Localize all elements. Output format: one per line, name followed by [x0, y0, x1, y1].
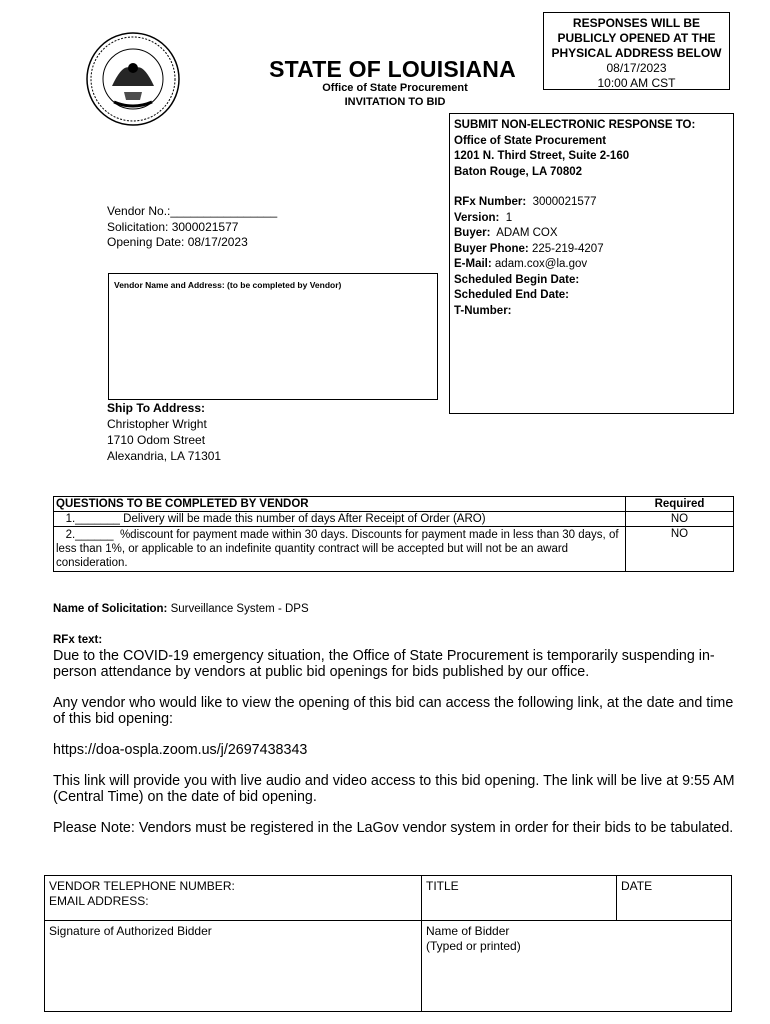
rfx-paragraph: Any vendor who would like to view the opening of this bid can access the following link, at the date and time of this bid opening:	[53, 695, 734, 727]
buyer-value: ADAM COX	[496, 227, 558, 239]
date-cell[interactable]	[617, 876, 732, 921]
questions-header: QUESTIONS TO BE COMPLETED BY VENDOR	[54, 497, 626, 512]
vendor-phone-label: VENDOR TELEPHONE NUMBER:	[49, 879, 235, 893]
opening-time: 10:00 AM CST	[597, 76, 676, 90]
rfx-text-label: RFx text:	[53, 634, 103, 646]
title-cell[interactable]	[422, 876, 617, 921]
submit-office: Office of State Procurement	[454, 134, 607, 147]
solicitation-value: Surveillance System - DPS	[170, 603, 309, 615]
rfx-paragraph: Due to the COVID-19 emergency situation, the Office of State Procurement is temporarily suspending in-person attendance by vendors at public bid openings for bids published by our office.	[53, 648, 715, 680]
buyer-row	[454, 226, 733, 242]
table-row	[54, 512, 734, 527]
page-title: STATE OF LOUISIANA	[269, 56, 516, 82]
rfx-paragraph: This link will provide you with live audio and video access to this bid opening. The link will be live at 9:55 AM (Central Time) on the date of bid opening.	[53, 773, 735, 805]
responses-box	[543, 12, 730, 90]
table-row	[45, 921, 732, 1012]
table-row	[45, 876, 732, 921]
ship-to-city: Alexandria, LA 71301	[107, 449, 222, 463]
ship-to-name: Christopher Wright	[107, 417, 207, 431]
end-date-label: Scheduled End Date:	[454, 289, 570, 301]
state-seal	[84, 30, 182, 128]
rfx-number-label: RFx Number:	[454, 196, 527, 208]
bidder-name-label: Name of Bidder	[426, 924, 510, 938]
document-type: INVITATION TO BID	[344, 96, 446, 108]
questions-table	[53, 496, 734, 572]
signature-cell[interactable]	[45, 921, 422, 1012]
buyer-phone-value: 225-219-4207	[531, 242, 604, 255]
vendor-info	[107, 204, 277, 251]
rfx-text-body	[53, 648, 743, 851]
vendor-name-address-box[interactable]	[108, 273, 438, 400]
bidder-table	[44, 875, 732, 1012]
question-text[interactable]: 1._______ Delivery will be made this number of days After Receipt of Order (ARO)	[54, 512, 626, 527]
version-row	[454, 211, 733, 227]
office-name: Office of State Procurement	[322, 82, 468, 94]
submit-street: 1201 N. Third Street, Suite 2-160	[454, 150, 630, 162]
zoom-link[interactable]: https://doa-ospla.zoom.us/j/2697438343	[53, 742, 308, 758]
solicitation-name	[53, 603, 309, 615]
table-header-row	[54, 497, 734, 512]
title-label: TITLE	[426, 879, 459, 893]
email-value: adam.cox@la.gov	[494, 258, 588, 270]
rfx-number-value: 3000021577	[532, 196, 597, 208]
t-number-label: T-Number:	[454, 304, 512, 317]
email-row	[454, 257, 733, 273]
buyer-phone-row	[454, 242, 733, 258]
signature-label: Signature of Authorized Bidder	[49, 924, 212, 938]
vendor-email-label: EMAIL ADDRESS:	[49, 894, 149, 908]
responses-line: PHYSICAL ADDRESS BELOW	[551, 46, 722, 60]
responses-line: RESPONSES WILL BE	[572, 16, 701, 30]
page-subtitle	[290, 81, 500, 109]
opening-date-line: Opening Date: 08/17/2023	[107, 235, 248, 249]
date-label: DATE	[621, 879, 653, 893]
buyer-label: Buyer:	[454, 227, 491, 239]
bidder-name-sub: (Typed or printed)	[426, 939, 521, 953]
submit-response-box	[449, 113, 734, 414]
responses-line: PUBLICLY OPENED AT THE	[557, 31, 716, 45]
solicitation-number: Solicitation: 3000021577	[107, 219, 239, 234]
rfx-paragraph: Please Note: Vendors must be registered in the LaGov vendor system in order for their bids to be tabulated.	[53, 820, 734, 836]
ship-to-heading: Ship To Address:	[107, 401, 206, 415]
buyer-phone-label: Buyer Phone:	[454, 242, 529, 255]
version-value: 1	[505, 211, 513, 224]
question-required: NO	[626, 512, 734, 527]
solicitation-label: Name of Solicitation:	[53, 603, 168, 615]
ship-to-address	[107, 400, 221, 464]
question-required: NO	[626, 527, 734, 572]
required-header: Required	[626, 497, 734, 512]
bidder-name-cell[interactable]	[422, 921, 732, 1012]
table-row	[54, 527, 734, 572]
submit-city: Baton Rouge, LA 70802	[454, 165, 583, 178]
version-label: Version:	[454, 211, 500, 224]
begin-date-label: Scheduled Begin Date:	[454, 273, 580, 286]
rfx-number-row	[454, 195, 733, 211]
opening-date: 08/17/2023	[606, 61, 667, 75]
vendor-box-label: Vendor Name and Address: (to be completed by Vendor)	[114, 280, 342, 290]
ship-to-street: 1710 Odom Street	[107, 433, 206, 447]
submit-heading: SUBMIT NON-ELECTRONIC RESPONSE TO:	[454, 119, 696, 131]
question-text[interactable]: 2.______ %discount for payment made within 30 days. Discounts for payment made in less than 30 days, of less than 1%, or applicable to an indefinite quantity contract will be accepted but will not be an award consideration.	[54, 527, 626, 572]
vendor-no-field[interactable]: Vendor No.:________________	[107, 204, 278, 218]
email-label: E-Mail:	[454, 258, 492, 270]
vendor-phone-email-cell[interactable]	[45, 876, 422, 921]
